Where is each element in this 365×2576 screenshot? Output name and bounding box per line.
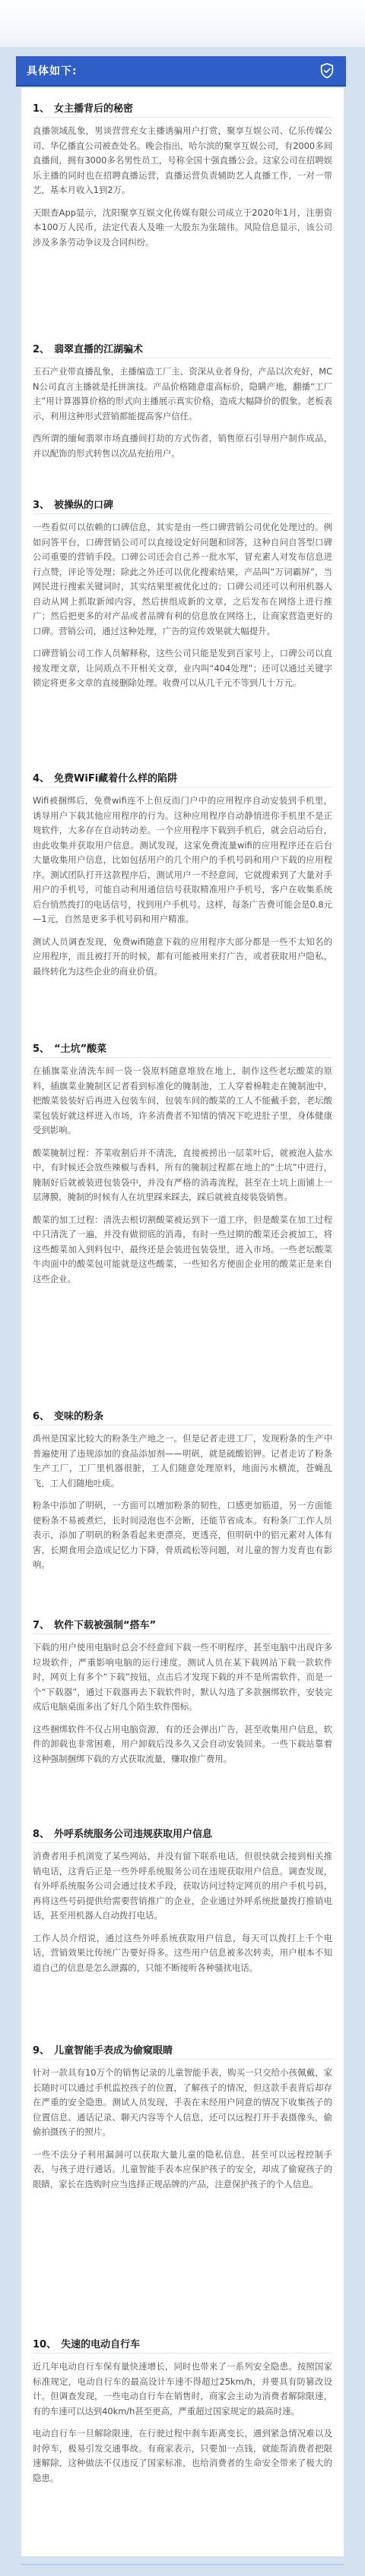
- section-paragraph: 玉石产业带直播乱象，主播编造工厂主、资深从业者身份，产品以次充好，MCN公司直言主播就是托拼演技。产品价格随意虚高标价，隐瞒产地，翻播“工厂主”用计算器算价格的形式向主播展示真实价格，造成大幅降价的假象。老板表示，利用这种形式营销都能提高客户信任。: [33, 366, 332, 421]
- section-title: 外呼系统服务公司违规获取用户信息: [54, 1828, 213, 1840]
- top-band: [0, 0, 365, 47]
- section-heading: [33, 1823, 332, 1843]
- section-paragraph: 天眼查App显示，沈阳聚享互娱文化传媒有限公司成立于2020年1月，注册资本100万人民币，法定代表人及唯一大股东为张瑞伟。风险信息显示，该公司涉及多条劳动争议及合同纠纷。: [33, 207, 332, 248]
- section-paragraph: 酸菜腌制过程：芥菜收割后并不清洗，直接被捞出一层菜叶后，就被泡入盐水中，有时候还会放些辣椒与香料，所有的腌制过程都在地上的“土坑”中进行，腌制好后就被装进包装袋中，并没有严格的消毒流程，甚至在土坑上面铺上一层薄膜，腌制的时候有人在坑里踩来踩去，踩后就被直接装袋销售。: [33, 1147, 332, 1202]
- section-number: 5、: [33, 1043, 50, 1055]
- section-title: 免费WiFi藏着什么样的陷阱: [54, 772, 178, 784]
- section-heading: [33, 338, 332, 358]
- section-paragraph: 消费者用手机浏览了某些网站，并没有留下联系电话，但很快就会接到相关推销电话，这背后正是一些外呼系统服务公司在违规获取用户信息。调查发现，有外呼系统服务公司会通过技术手段，获取访问过特定网页的用户手机号码，再将这些号码提供给需要营销推广的企业，企业通过外呼系统批量拨打推销电话，甚至用机器人自动拨打电话。: [33, 1851, 332, 1921]
- section-heading: [33, 1405, 332, 1425]
- section-9: [21, 2039, 344, 2192]
- section-number: 6、: [33, 1410, 50, 1422]
- section-paragraph: 工作人员介绍说，通过这些外呼系统获取用户信息，每天可以拨打上千个电话，营销效果比传统广告要好得多。这些用户信息被多次转卖，用户根本不知道自己的信息是怎么泄露的，只能不断接听各种骚扰电话。: [33, 1932, 332, 1973]
- section-title: 儿童智能手表成为偷窥眼睛: [54, 2044, 173, 2057]
- section-paragraph: 一些看似可以依赖的口碑信息，其实是由一些口碑营销公司优化处理过的。例如问答平台，口碑营销公司可以直接设定好问题和回答，这种自问自答型口碑公司重要的营销手段。口碑公司还会自己养一批水军，冒充素人对发布信息进行点赞，评论等处理；除此之外还可以优化搜索结果，产品叫“万词霸屏”，当网民进行搜索关键词时，其实结果里被优化过的；口碑公司还可以利用机器人自动从网上抓取新闻内容，然后拼组成新的文章，之后发布在网络上进行推广；然后把更多的对产品或者品牌有利的信息放在网络上，让商家营造更好的口碑。营销公司，通过这种处理，广告的宣传效果就大幅提升。: [33, 522, 332, 636]
- section-8: [21, 1823, 344, 1975]
- section-number: 2、: [33, 343, 50, 355]
- section-paragraph: Wifi被捆绑后，免费wifi连不上但反而门户中的应用程序自动安装到手机里，诱导用户下载其他应用程序的行为。这种应用程序自动静悄进你手机里不是正规软件，大多存在自动转动差。一个应用程序下载到手机后，就会启动后台，由此收集并获取用户信息。测试发现，这家免费流量wifi的应用程序还在后台大量收集用户信息，比如包括用户的几个用户的手机号码和用户下载的应用程序。测试团队打开这款程序后，测试用户一不经意间，它就搜索到了大量对手用户的手机号，可能自动利用通信信号获取精准用户手机号，客户在收集系统后台悄然拨打的电话信号，找到用户手机号。这样，每条广告费可能会是0.8元—1元，自然是更多手机号码和用户精准。: [33, 795, 333, 924]
- section-paragraph: 酸菜的加工过程：清洗去根切割酸菜被运到下一道工序，但是酸菜在加工过程中只清洗了一遍，并没有做彻底的消毒，有时一些过期的酸菜还会被加工，将这些酸菜加入到料包中，最终还是会装进包装袋里，进入市场。一些老坛酸菜牛肉面中的酸菜包可能就是这些酸菜，一些知名方便面企业用的酸菜正是来自这些企业。: [33, 1214, 332, 1284]
- section-3: [21, 494, 344, 691]
- bottom-divider: [21, 2564, 344, 2565]
- section-number: 8、: [33, 1828, 50, 1840]
- section-1: [21, 97, 344, 250]
- header-title: 具体如下:: [27, 65, 78, 77]
- section-paragraph: 电动自行车一旦解除限速，在行驶过程中刹车距离变长，遇到紧急情况难以及时停车，极易引发交通事故。有商家表示，只要加一点钱，就能帮消费者把限速解除，这种做法不仅违反了国家标准，也给消费者的生命安全带来了极大的隐患。: [33, 2428, 332, 2483]
- section-heading: [33, 2039, 332, 2060]
- section-number: 9、: [33, 2044, 50, 2057]
- section-5: [21, 1037, 344, 1286]
- section-heading: [33, 97, 332, 118]
- section-paragraph: 粉条中添加了明矾，一方面可以增加粉条的韧性，口感更加筋道，另一方面能使粉条不易被煮烂，长时间浸泡也不会断，还能节省成本。有粉条厂工作人员表示，添加了明矾的粉条看起来更漂亮，更透亮，但明矾中的铝元素对人体有害，长期食用会造成记忆力下降，骨质疏松等问题，对儿童的智力发育也有影响。: [33, 1500, 332, 1570]
- section-paragraph: 这些捆绑软件不仅占用电脑资源，有的还会弹出广告，甚至收集用户信息，软件的卸载也非常困难，用户卸载后没多久又会自动安装回来。一些下载站靠着这种强制捆绑下载的方式获取流量，赚取推广费用。: [33, 1723, 332, 1764]
- section-2: [21, 338, 344, 461]
- section-paragraph: 禹州是国家比较大的粉条生产地之一。但是记者走进工厂，发现粉条的生产中普遍使用了违规添加的食品添加剂——明矾，就是硫酸铝钾。记者走访了粉条生产工厂，工厂里机器很脏，工人们随意处理原料，地面污水横流，苍蝇乱飞，工人们随地吐痰。: [33, 1433, 332, 1488]
- section-title: 被操纵的口碑: [54, 499, 114, 511]
- section-6: [21, 1405, 344, 1573]
- section-number: 1、: [33, 103, 50, 115]
- section-title: 软件下载被强制“搭车”: [54, 1619, 157, 1631]
- section-paragraph: 针对一款具有10万个的销售记录的儿童智能手表，购买一只交给小孩佩戴，家长随时可以通过手机监控孩子的位置，了解孩子的情况，但这款手表背后却存在严重的安全隐患。测试人员发现，手表在未经用户同意的情况下收集孩子的位置信息、通话记录、聊天内容等个人信息，还可以远程打开手表摄像头，偷偷拍摄孩子的照片。: [33, 2067, 332, 2137]
- section-title: 翡翠直播的江湖骗术: [54, 343, 144, 355]
- section-number: 3、: [33, 499, 50, 511]
- section-heading: [33, 494, 332, 514]
- section-paragraph: 直播领域乱象，男谈营营充女主播诱骗用户打赏，聚享互娱公司、亿乐传媒公司、华亿播直公司被查处名。晚会指出，哈尔滨的聚享互娱公司，有2000多间直播间，拥有3000多名男性员工，号称全国十强直播公会。这家公司在招聘娱乐主播的同时也在招聘直播运营，直播运营负责辅助艺人直播工作，一对一带艺，基本月收入1到2万。: [33, 125, 332, 195]
- section-heading: [33, 767, 332, 788]
- section-paragraph: 口碑营销公司工作人员解释称，这些公司只能是发到百家号上，口碑公司以直接发理文章，让同质点不开相关文章，业内叫“404处理”；还可以通过关键字锁定将更多文章的直接删除处理。收费可以从几千元不等到几十万元。: [33, 648, 332, 688]
- section-7: [21, 1614, 344, 1766]
- section-heading: [33, 1037, 332, 1058]
- section-title: 变味的粉条: [54, 1410, 104, 1422]
- section-4: [21, 767, 344, 979]
- section-number: 4、: [33, 772, 50, 784]
- section-heading: [33, 1614, 332, 1634]
- section-paragraph: 下载的用户使用电脑时总会不经意间下载一些不明程序，甚至电脑中出现许多垃圾软件，严重影响电脑的运行速度。测试人员在某下载网站下载一款软件时，网页上有多个“下载”按钮，点击后才发现下载的并不是所需软件，而是一个“下载器”，通过下载器再去下载软件时，默认勾选了多款捆绑软件，安装完成后电脑桌面多出了好几个陌生软件图标。: [33, 1642, 332, 1712]
- section-title: 失速的电动自行车: [61, 2338, 141, 2350]
- section-paragraph: 测试人员调查发现，免费wifi随意下载的应用程序大部分都是一些不太知名的应用程序，而且被打开的时候，都有可能被用来打广告，或者获取用户隐私，最终转化为这些企业的商业价值。: [33, 936, 332, 977]
- shield-check-icon: [319, 62, 335, 79]
- section-heading: [33, 2333, 332, 2353]
- section-paragraph: 在插旗菜业清洗车间一袋一袋原料随意堆放在地上，制作这些老坛酸菜的原料，插旗菜业腌制区记者看到标准化的腌制池，工人穿着棉鞋走在腌制池中，把酸菜装装好后再进入包装车间，包装车间的酸菜的工人不能戴手套，老坛酸菜包装好就这样进入市场，许多消费者不知情的情况下吃进肚子里，身体健康受到影响。: [33, 1065, 332, 1135]
- section-paragraph: 近几年电动自行车保有量快速增长，同时也带来了一系列安全隐患。按照国家标准规定，电动自行车的最高设计车速不得超过25km/h，并要具有防篡改设计。但调查发现，一些电动自行车在销售时，商家会主动为消费者解除限速，有的车速可以达到40km/h甚至更高，严重超过国家规定的最高时速。: [33, 2361, 332, 2417]
- header-bar: [16, 56, 346, 85]
- section-10: [21, 2333, 344, 2486]
- section-title: 女主播背后的秘密: [54, 103, 134, 115]
- section-number: 7、: [33, 1619, 50, 1631]
- section-paragraph: 一些不法分子利用漏洞可以获取大量儿童的隐私信息，甚至可以远程控制手表，与孩子进行通话。儿童智能手表本应保护孩子的安全，却成了偷窥孩子的眼睛，家长在选购时应当选择正规品牌的产品，注意保护孩子的个人信息。: [33, 2148, 332, 2189]
- section-number: 10、: [33, 2338, 57, 2350]
- section-title: “土坑”酸菜: [54, 1043, 107, 1055]
- section-paragraph: 西所谓的缅甸翡翠市场直播间打劫的方式伤者，销售原石引导用户制作成品，并以配饰的形式转售以次品充抬用户。: [33, 433, 332, 459]
